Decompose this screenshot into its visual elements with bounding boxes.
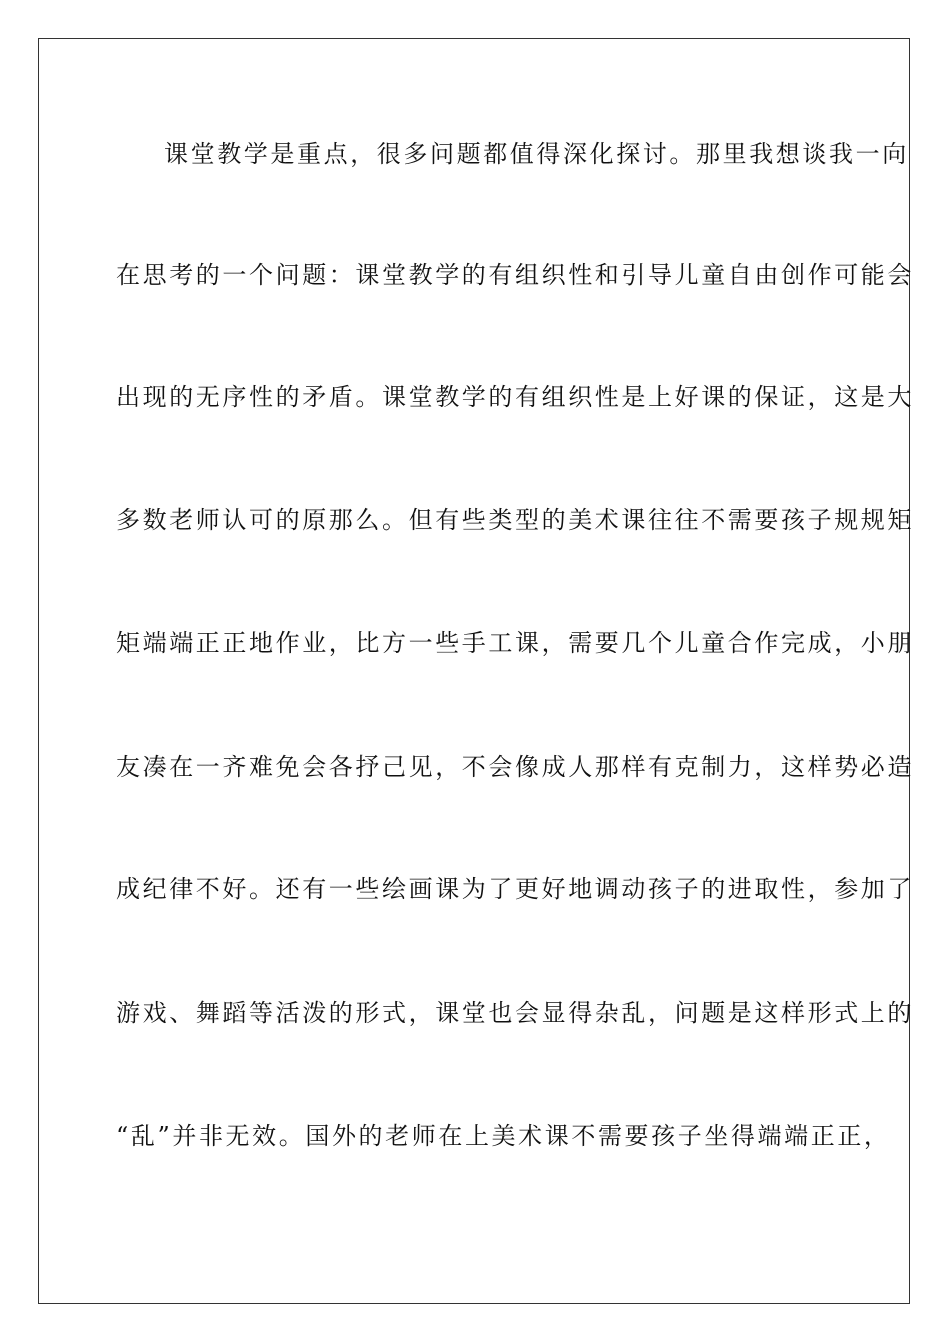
paragraph-line-5: 矩端端正正地作业，比方一些手工课，需要几个儿童合作完成，小朋 (116, 629, 914, 657)
paragraph-line-1: 课堂教学是重点，很多问题都值得深化探讨。那里我想谈我一向 (164, 140, 909, 168)
paragraph-line-7: 成纪律不好。还有一些绘画课为了更好地调动孩子的进取性，参加了 (116, 875, 914, 903)
paragraph-line-4: 多数老师认可的原那么。但有些类型的美术课往往不需要孩子规规矩 (116, 506, 914, 534)
paragraph-line-9: “乱”并非无效。国外的老师在上美术课不需要孩子坐得端端正正， (116, 1122, 891, 1150)
paragraph-line-3: 出现的无序性的矛盾。课堂教学的有组织性是上好课的保证，这是大 (116, 383, 914, 411)
paragraph-line-8: 游戏、舞蹈等活泼的形式，课堂也会显得杂乱，问题是这样形式上的 (116, 999, 914, 1027)
page-border (38, 38, 914, 1304)
paragraph-line-2: 在思考的一个问题：课堂教学的有组织性和引导儿童自由创作可能会 (116, 261, 914, 289)
paragraph-line-6: 友凑在一齐难免会各抒己见，不会像成人那样有克制力，这样势必造 (116, 753, 914, 781)
